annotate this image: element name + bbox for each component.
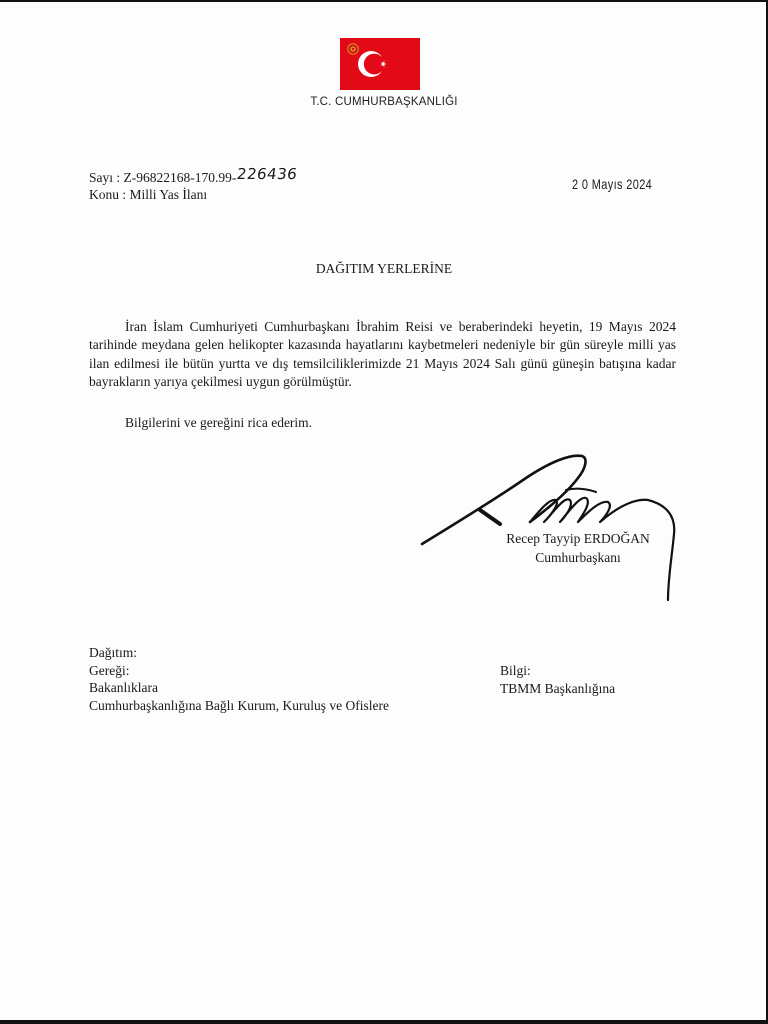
addressee-heading: DAĞITIM YERLERİNE (315, 261, 453, 276)
action-label: Gereği: (89, 662, 130, 678)
closing-line: Bilgilerini ve gereğini rica ederim. (125, 415, 313, 430)
distribution-list (89, 644, 389, 714)
handwritten-signature (418, 448, 688, 608)
subject-value: : Milli Yas İlanı (122, 187, 208, 202)
turkish-flag-icon (340, 38, 420, 90)
scan-edge-top (0, 0, 768, 2)
reference-value: : Z-96822168-170.99- (116, 170, 237, 185)
reference-handwritten-number: 226436 (236, 165, 299, 183)
reference-number (89, 165, 299, 186)
body-paragraph: İran İslam Cumhuriyeti Cumhurbaşkanı İbrahim Reisi ve beraberindeki heyetin, 19 Mayıs 2024 tarihinde meydana gelen helikopter kazasında hayatlarını kaybetmeleri nedeniyle bir gün süreyle milli yas ilan edilmesi ile bütün yurtta ve dış temsilciliklerimizde 21 Mayıs 2024 Salı günü güneşin batışına kadar bayrakların yarıya çekilmesi uygun görülmüştür. (89, 319, 676, 389)
action-item-institutions: Cumhurbaşkanlığına Bağlı Kurum, Kuruluş ve Ofislere (89, 697, 389, 713)
scan-edge-bottom (0, 1020, 768, 1024)
action-item-ministries: Bakanlıklara (89, 680, 158, 695)
info-item-tbmm: TBMM Başkanlığına (500, 680, 616, 696)
signer-name: Recep Tayyip ERDOĞAN (506, 531, 650, 546)
subject-line (89, 187, 207, 203)
signer-title: Cumhurbaşkanı (535, 550, 621, 565)
distribution-label: Dağıtım: (89, 645, 137, 660)
info-list (500, 662, 615, 697)
reference-label: Sayı (89, 170, 114, 185)
info-label: Bilgi: (500, 663, 531, 678)
date-stamp: 2 0 Mayıs 2024 (572, 176, 653, 192)
institution-name: T.C. CUMHURBAŞKANLIĞI (310, 96, 458, 108)
signer-block (478, 529, 678, 567)
letter-body (89, 318, 676, 391)
subject-label: Konu (89, 187, 119, 202)
